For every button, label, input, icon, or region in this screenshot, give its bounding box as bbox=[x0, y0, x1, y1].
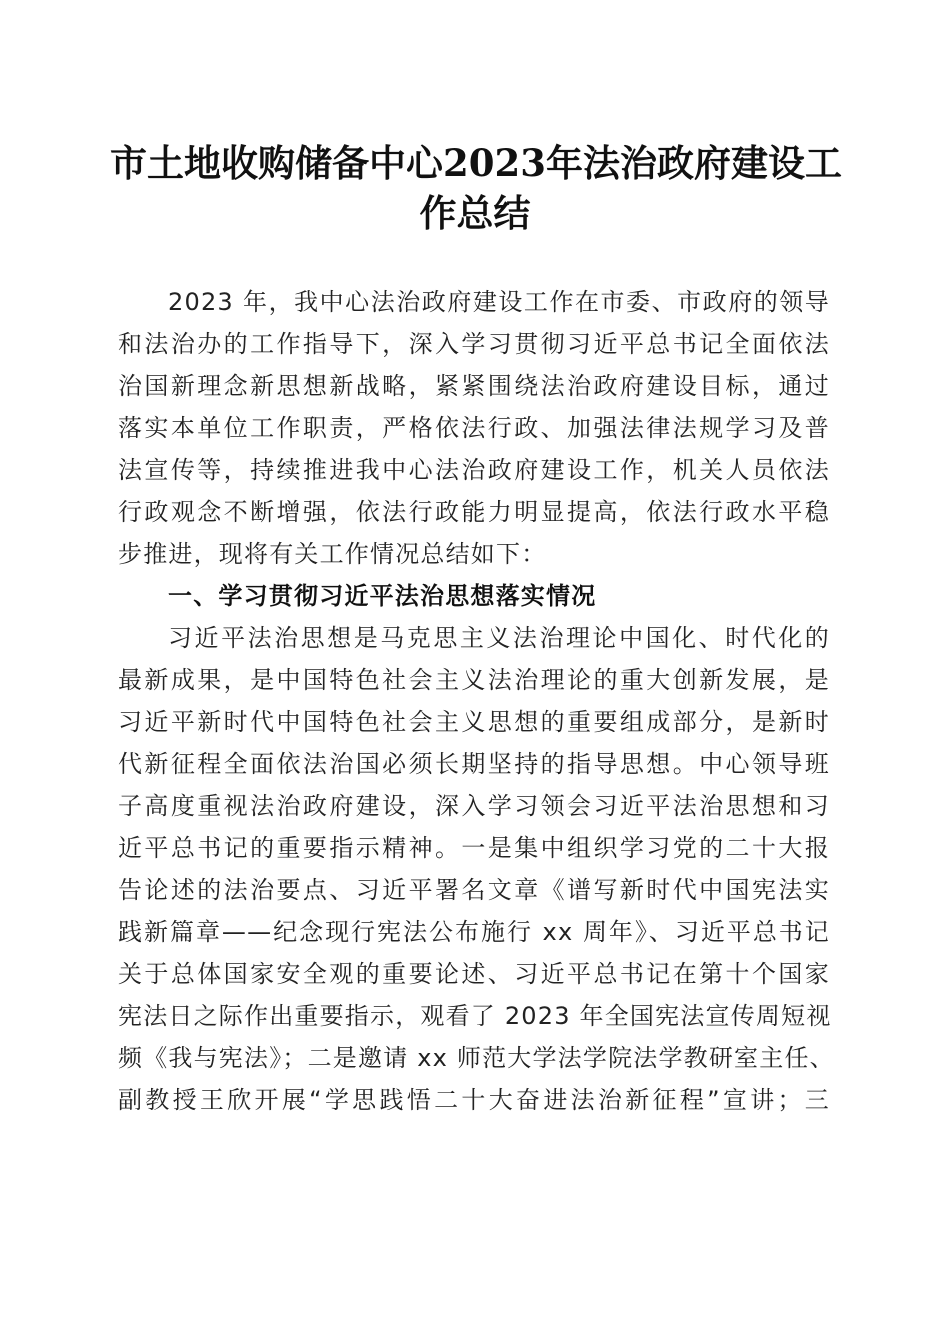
paragraph-line: 近平总书记的重要指示精神。一是集中组织学习党的二十大报 bbox=[118, 834, 830, 862]
section-heading-1: 一、学习贯彻习近平法治思想落实情况 bbox=[168, 582, 597, 610]
paragraph-line: 法宣传等，持续推进我中心法治政府建设工作，机关人员依法 bbox=[118, 456, 830, 484]
paragraph-line: 频《我与宪法》；二是邀请 xx 师范大学法学院法学教研室主任、 bbox=[118, 1044, 835, 1072]
paragraph-line: 副教授王欣开展“学思践悟二十大奋进法治新征程”宣讲；三 bbox=[118, 1086, 830, 1114]
paragraph-line: 习近平法治思想是马克思主义法治理论中国化、时代化的 bbox=[168, 624, 830, 652]
paragraph-line: 宪法日之际作出重要指示，观看了 2023 年全国宪法宣传周短视 bbox=[118, 1002, 832, 1030]
paragraph-line: 告论述的法治要点、习近平署名文章《谱写新时代中国宪法实 bbox=[118, 876, 830, 904]
paragraph-line: 习近平新时代中国特色社会主义思想的重要组成部分，是新时 bbox=[118, 708, 830, 736]
paragraph-line: 和法治办的工作指导下，深入学习贯彻习近平总书记全面依法 bbox=[118, 330, 830, 358]
title-line-2: 作总结 bbox=[419, 191, 531, 235]
paragraph-line: 代新征程全面依法治国必须长期坚持的指导思想。中心领导班 bbox=[118, 750, 830, 778]
intro-paragraph bbox=[118, 281, 830, 575]
paragraph-line: 落实本单位工作职责，严格依法行政、加强法律法规学习及普 bbox=[118, 414, 830, 442]
paragraph-line: 践新篇章——纪念现行宪法公布施行 xx 周年》、习近平总书记 bbox=[118, 918, 830, 946]
title-line-1: 市土地收购储备中心2023年法治政府建设工 bbox=[110, 141, 842, 185]
paragraph-line: 关于总体国家安全观的重要论述、习近平总书记在第十个国家 bbox=[118, 960, 830, 988]
paragraph-line: 步推进，现将有关工作情况总结如下： bbox=[118, 540, 547, 568]
document-body bbox=[118, 281, 835, 1121]
paragraph-line: 最新成果，是中国特色社会主义法治理论的重大创新发展，是 bbox=[118, 666, 830, 694]
paragraph-line: 治国新理念新思想新战略，紧紧围绕法治政府建设目标，通过 bbox=[118, 372, 830, 400]
paragraph-line: 子高度重视法治政府建设，深入学习领会习近平法治思想和习 bbox=[118, 792, 830, 820]
document-title bbox=[110, 138, 840, 238]
section1-paragraph bbox=[118, 617, 835, 1121]
paragraph-line: 行政观念不断增强，依法行政能力明显提高，依法行政水平稳 bbox=[118, 498, 830, 526]
paragraph-line: 2023 年，我中心法治政府建设工作在市委、市政府的领导 bbox=[168, 288, 830, 316]
